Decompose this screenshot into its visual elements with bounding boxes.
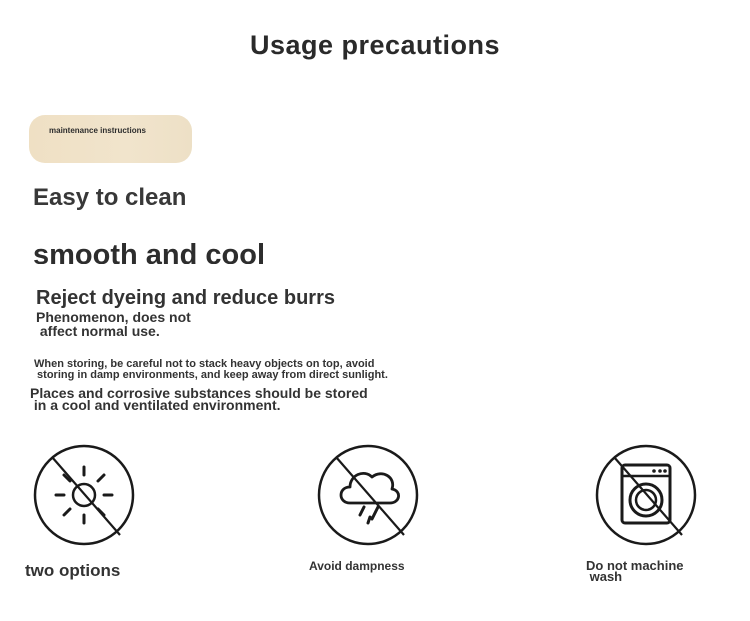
rain-cloud-icon	[316, 443, 420, 547]
maintenance-tag	[29, 115, 192, 163]
page-title: Usage precautions	[249, 30, 501, 60]
note-places: Places and corrosive substances should be stored in a cool and ventilated environment.	[30, 385, 368, 413]
feature-easy-to-clean: Easy to clean	[33, 184, 187, 211]
feature-smooth-and-cool: smooth and cool	[33, 239, 265, 264]
icon-caption-sun: two options	[25, 561, 121, 580]
note-phenomenon: Phenomenon, does not affect normal use.	[36, 309, 191, 339]
note-storing: When storing, be careful not to stack heavy objects on top, avoid storing in damp environments, and keep away from direct sunlight.	[34, 358, 388, 381]
icon-caption-dampness: Avoid dampness	[309, 559, 405, 573]
icon-caption-washing: Do not machine wash	[586, 558, 684, 584]
sun-icon	[32, 443, 136, 547]
washing-machine-icon	[594, 443, 698, 547]
maintenance-tag-label: maintenance instructions	[49, 126, 146, 135]
feature-reject-dyeing: Reject dyeing and reduce burrs	[36, 287, 335, 309]
